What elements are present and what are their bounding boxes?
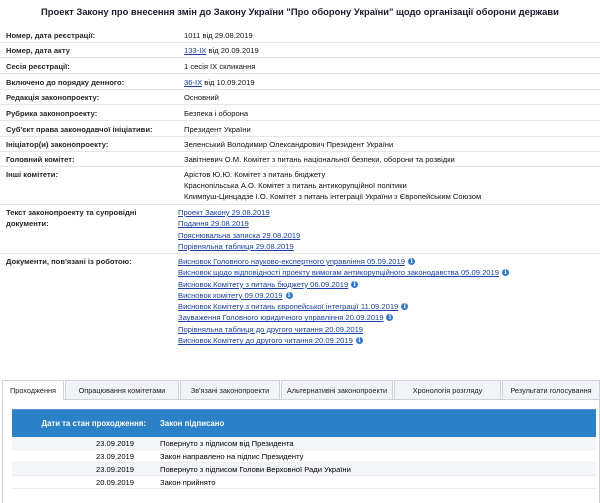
other-committee-item: Арістов Ю.Ю. Комітет з питань бюджету (184, 170, 326, 179)
row-date: 23.09.2019 (95, 452, 134, 461)
divider (0, 120, 600, 121)
divider (0, 136, 600, 137)
divider (0, 73, 600, 74)
related-doc (178, 335, 509, 346)
related-doc-link[interactable]: Зауваження Головного юридичного управління 20.09.2019 (178, 313, 384, 323)
main-committee-label: Головний комітет: (6, 155, 75, 164)
row-date: 23.09.2019 (95, 465, 134, 474)
row-event: Закон прийнято (160, 478, 216, 487)
info-icon[interactable]: i (286, 292, 293, 299)
table-row (12, 450, 596, 463)
related-doc (178, 279, 509, 290)
other-committee-item: Краснопільська А.О. Комітет з питань антикорупційної політики (184, 181, 407, 190)
related-doc (178, 301, 509, 312)
other-committees-label: Інші комітети: (6, 170, 58, 179)
tab-chronology[interactable]: Хронологія розгляду (394, 380, 501, 400)
passage-table-body (12, 437, 596, 489)
related-doc (178, 256, 509, 267)
tab-linked-bills[interactable]: Зв'язані законопроекти (180, 380, 280, 400)
page-title: Проект Закону про внесення змін до Закону України "Про оборону України" щодо організації оборони держави (41, 6, 559, 17)
session-label: Сесія реєстрації: (6, 62, 70, 71)
tab-voting-results[interactable]: Результати голосування (502, 380, 600, 400)
row-event: Повернуто з підписом від Президента (160, 439, 294, 448)
info-icon[interactable]: i (401, 303, 408, 310)
other-committee-item: Климпуш-Цинцадзе І.О. Комітет з питань інтеграції України з Європейським Союзом (184, 192, 482, 201)
related-doc-link[interactable]: Висновок комітету 09.09.2019 (178, 290, 283, 300)
tab-committees[interactable]: Опрацювання комітетами (65, 380, 179, 400)
tab-passage[interactable]: Проходження (2, 380, 64, 400)
passage-table-header (12, 409, 596, 437)
subject-label: Суб'єкт права законодавчої ініціативи: (6, 125, 153, 134)
registration-label: Номер, дата реєстрації: (6, 31, 96, 40)
info-icon[interactable]: i (351, 281, 358, 288)
subject-value: Президент України (184, 125, 251, 134)
divider (0, 204, 600, 205)
initiator-label: Ініціатор(и) законопроекту: (6, 140, 109, 149)
table-row (12, 437, 596, 450)
related-doc-link[interactable]: Висновок Комітету до другого читання 20.09.2019 (178, 336, 353, 346)
related-doc-link[interactable]: Висновок щодо відповідності проекту вимогам антикорупційного законодавства 05.09.2019 (178, 268, 499, 278)
texts-label: Текст законопроекту та супровідні документи: (6, 208, 137, 228)
agenda-link[interactable]: 36-IX (184, 78, 203, 87)
divider (0, 253, 600, 254)
divider (0, 166, 600, 167)
divider (0, 151, 600, 152)
tabs-bar (2, 380, 600, 400)
info-icon[interactable]: i (502, 269, 509, 276)
text-doc-link[interactable]: Пояснювальна записка 29.08.2019 (178, 230, 301, 240)
rubric-value: Безпека і оборона (184, 109, 249, 118)
main-committee-value: Завітневич О.М. Комітет з питань національної безпеки, оборони та розвідки (184, 155, 455, 164)
agenda-label: Включено до порядку денного: (6, 78, 125, 87)
text-doc-link[interactable]: Подання 29.08.2019 (178, 219, 249, 229)
divider (0, 57, 600, 58)
agenda-date: від 10.09.2019 (204, 78, 255, 87)
act-date: від 20.09.2019 (208, 46, 259, 55)
related-doc-link[interactable]: Порівняльна таблиця до другого читання 20.09.2019 (178, 324, 364, 334)
divider (0, 42, 600, 43)
row-date: 20.09.2019 (95, 478, 134, 487)
related-doc-link[interactable]: Висновок Комітету з питань бюджету 06.09.2019 (178, 279, 349, 289)
texts-list (178, 207, 300, 252)
initiator-value: Зеленський Володимир Олександрович Президент України (184, 140, 394, 149)
table-row (12, 463, 596, 476)
row-event: Закон направлено на підпис Президенту (160, 452, 304, 461)
table-row (12, 476, 596, 489)
text-doc-link[interactable]: Порівняльна таблиця 29.08.2019 (178, 241, 294, 251)
related-doc (178, 324, 509, 335)
other-committees-value (184, 169, 481, 202)
related-doc (178, 312, 509, 323)
edition-label: Редакція законопроекту: (6, 93, 100, 102)
info-icon[interactable]: i (386, 314, 393, 321)
row-date: 23.09.2019 (95, 439, 134, 448)
edition-value: Основний (184, 93, 219, 102)
act-label: Номер, дата акту (6, 46, 70, 55)
info-icon[interactable]: i (356, 337, 363, 344)
act-link[interactable]: 133-IX (184, 46, 207, 55)
related-doc (178, 267, 509, 278)
tab-alternative-bills[interactable]: Альтернативні законопроекти (281, 380, 393, 400)
act-value (184, 45, 259, 56)
divider (0, 104, 600, 105)
header-dates: Дати та стан проходження: (41, 419, 146, 428)
passage-table (12, 409, 596, 489)
related-doc-link[interactable]: Висновок Головного науково-експертного управління 05.09.2019 (178, 257, 405, 266)
related-list (178, 256, 509, 346)
info-icon[interactable]: i (408, 258, 415, 265)
session-value: 1 сесія IX скликання (184, 62, 256, 71)
agenda-value (184, 77, 255, 88)
text-doc-link[interactable]: Проект Закону 29.08.2019 (178, 208, 270, 217)
related-doc-link[interactable]: Висновок Комітету з питань європейської інтеграції 11.09.2019 (178, 302, 399, 312)
row-event: Повернуто з підписом Голови Верховної Ради України (160, 465, 351, 474)
rubric-label: Рубрика законопроекту: (6, 109, 98, 118)
header-status: Закон підписано (160, 419, 225, 428)
divider (0, 89, 600, 90)
related-doc (178, 290, 509, 301)
registration-value: 1011 від 29.08.2019 (184, 31, 253, 40)
related-label: Документи, пов'язані із роботою: (6, 257, 132, 266)
